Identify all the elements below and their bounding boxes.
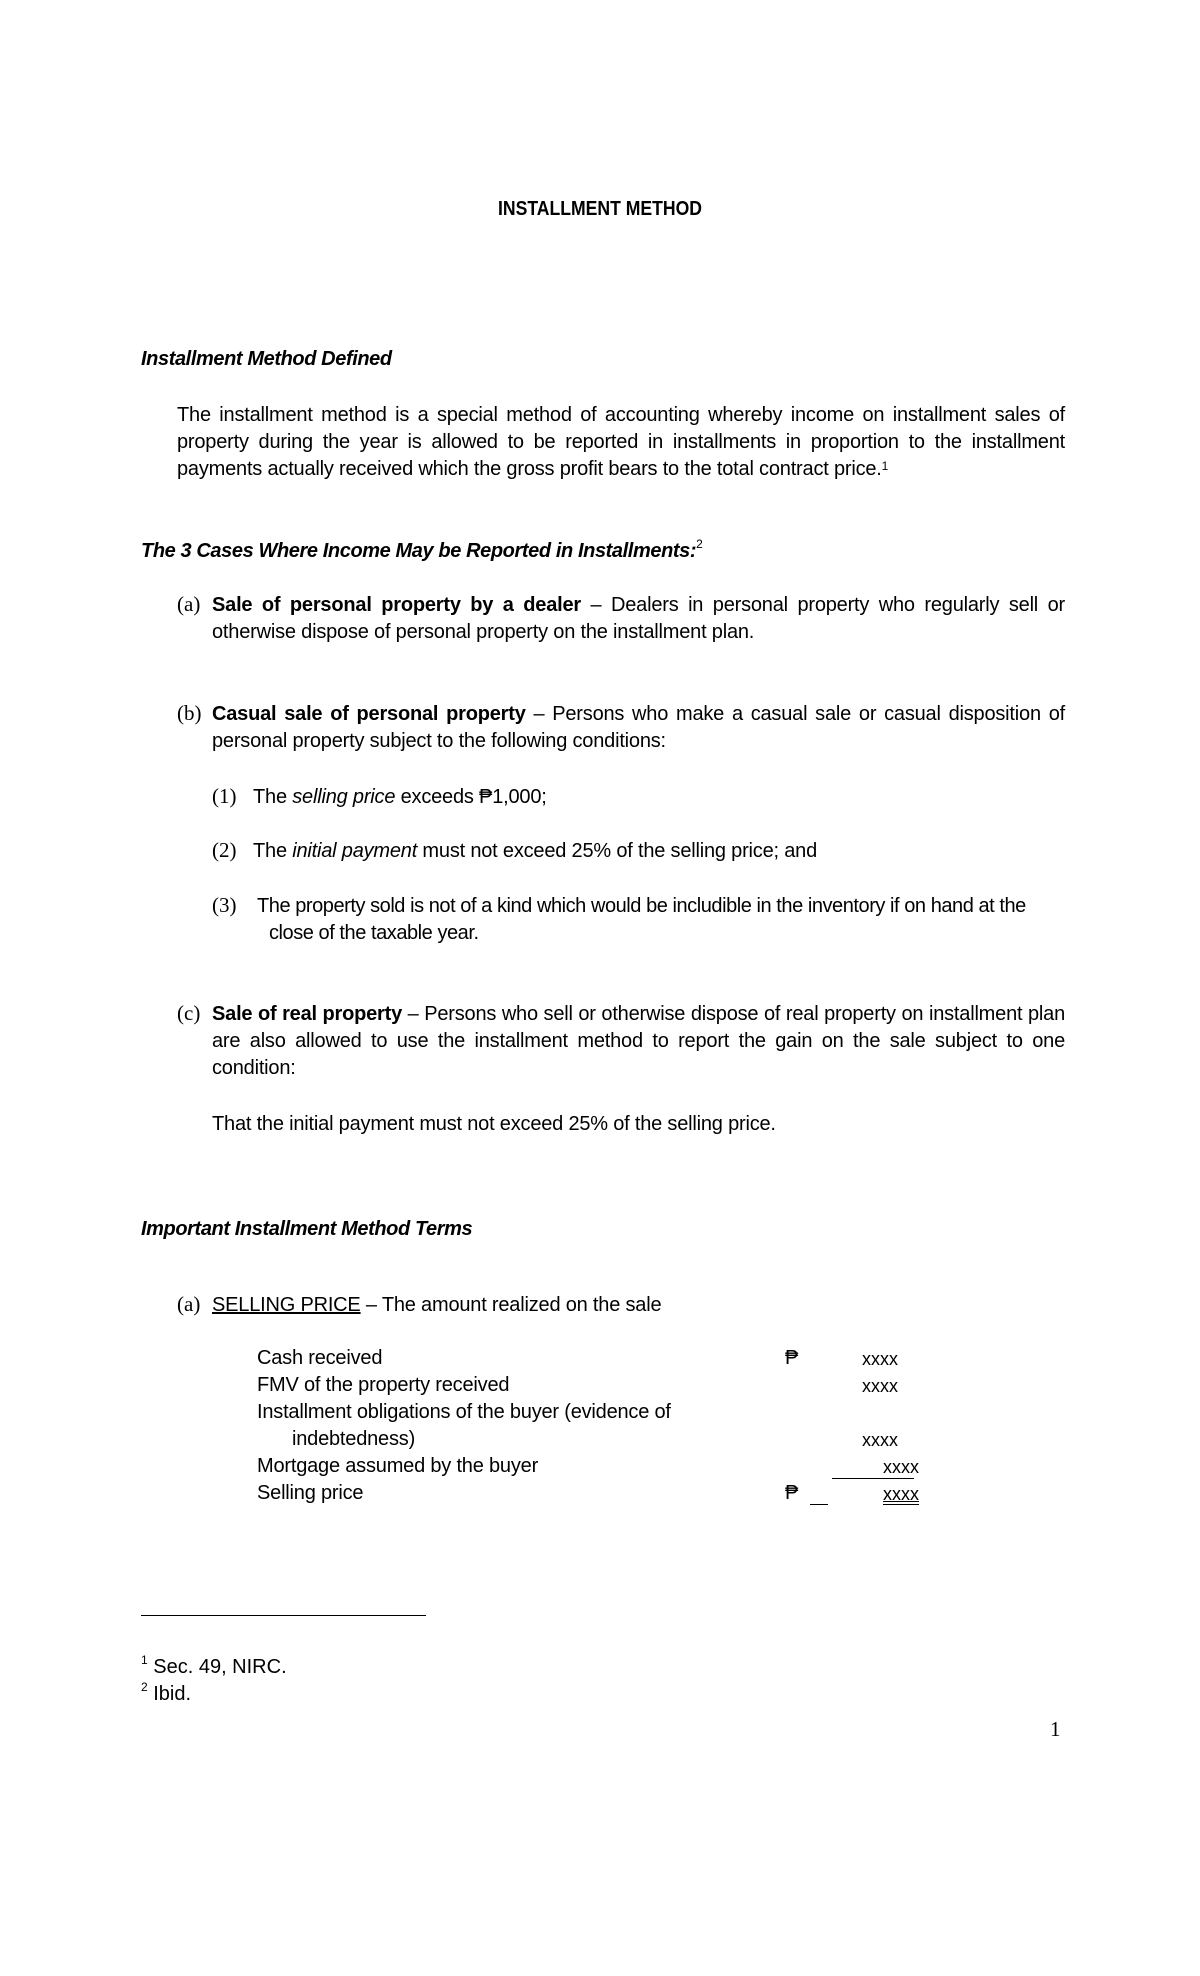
case-c-paragraph [212, 1001, 1065, 1082]
row-selling-price-label: Selling price [257, 1482, 364, 1504]
row-mortgage-amount: xxxx [883, 1457, 919, 1477]
case-a-marker: (a) [177, 592, 201, 616]
case-b-marker: (b) [177, 701, 202, 725]
footnote-2-num: 2 [141, 1680, 148, 1694]
row-mortgage-amount-clip [883, 1457, 919, 1478]
case-b-term: Casual sale of personal property [212, 703, 526, 725]
condition-1-marker: (1) [212, 784, 237, 808]
condition-3-marker: (3) [212, 893, 237, 917]
section-heading-defined: Installment Method Defined [141, 348, 392, 370]
case-a-text: – Dealers in personal property who regularly sell or otherwise dispose of personal property on the installment plan. [212, 594, 1065, 643]
case-a-term: Sale of personal property by a dealer [212, 594, 581, 616]
row-cash-label: Cash received [257, 1347, 383, 1369]
case-c-text: – Persons who sell or otherwise dispose of real property on installment plan are also allowed to use the installment method to report the gain on the sale subject to one condition: [212, 1003, 1065, 1079]
condition-1-pre: The [253, 786, 293, 808]
condition-1-em: selling price [292, 786, 396, 808]
footnote-1 [141, 1653, 287, 1679]
row-fmv-label: FMV of the property received [257, 1374, 510, 1396]
footnote-ref-1: 1 [881, 459, 889, 473]
term-a-marker: (a) [177, 1292, 201, 1316]
condition-2 [253, 838, 1053, 865]
condition-1-post: exceeds ₱1,000; [395, 786, 547, 808]
case-a-paragraph [212, 592, 1065, 646]
term-a-line [212, 1292, 1065, 1319]
footnote-1-text: Sec. 49, NIRC. [153, 1656, 287, 1678]
case-c-marker: (c) [177, 1001, 201, 1025]
definition-paragraph [177, 402, 1065, 483]
case-b-paragraph [212, 701, 1065, 755]
footnote-2 [141, 1680, 192, 1706]
currency-symbol-1: ₱ [785, 1347, 799, 1369]
footnote-separator [141, 1615, 426, 1616]
page-number: 1 [1050, 1717, 1061, 1741]
condition-3 [245, 893, 1037, 947]
condition-2-post: must not exceed 25% of the selling price; and [417, 840, 818, 862]
row-installment-amount: xxxx [862, 1430, 898, 1450]
condition-1 [253, 784, 1053, 811]
cases-heading-text: The 3 Cases Where Income May be Reported in Installments: [141, 540, 697, 562]
row-selling-amount: xxxx [883, 1484, 919, 1504]
footnote-1-num: 1 [141, 1653, 148, 1667]
currency-symbol-2: ₱ [785, 1482, 799, 1504]
condition-2-pre: The [253, 840, 293, 862]
condition-3-text: The property sold is not of a kind which would be includible in the inventory if on hand at the close of the taxable year. [257, 895, 1026, 944]
footnote-ref-2: 2 [696, 537, 703, 551]
row-installment-label-cont: indebtedness) [292, 1428, 416, 1450]
condition-2-em: initial payment [292, 840, 418, 862]
row-mortgage-label: Mortgage assumed by the buyer [257, 1455, 539, 1477]
row-installment-label: Installment obligations of the buyer (evidence of [257, 1401, 671, 1423]
row-cash-amount: xxxx [862, 1349, 898, 1369]
footnote-2-text: Ibid. [153, 1683, 192, 1705]
row-fmv-amount: xxxx [862, 1376, 898, 1396]
case-c-condition: That the initial payment must not exceed 25% of the selling price. [212, 1113, 776, 1135]
case-b-text: – Persons who make a casual sale or casual disposition of personal property subject to the following conditions: [212, 703, 1065, 752]
page-title: INSTALLMENT METHOD [497, 198, 702, 220]
section-heading-cases [141, 537, 703, 563]
subtotal-rule [832, 1478, 914, 1479]
term-a-label: SELLING PRICE [212, 1294, 361, 1316]
section-heading-terms: Important Installment Method Terms [141, 1218, 473, 1240]
case-c-term: Sale of real property [212, 1003, 403, 1025]
currency-underline [810, 1504, 828, 1505]
row-selling-amount-clip [883, 1484, 919, 1505]
definition-text: The installment method is a special method of accounting whereby income on installment sales of property during the year is allowed to be reported in installments in proportion to the installment payments actually received which the gross profit bears to the total contract price. [177, 404, 1065, 480]
term-a-desc: – The amount realized on the sale [360, 1294, 662, 1316]
condition-2-marker: (2) [212, 838, 237, 862]
